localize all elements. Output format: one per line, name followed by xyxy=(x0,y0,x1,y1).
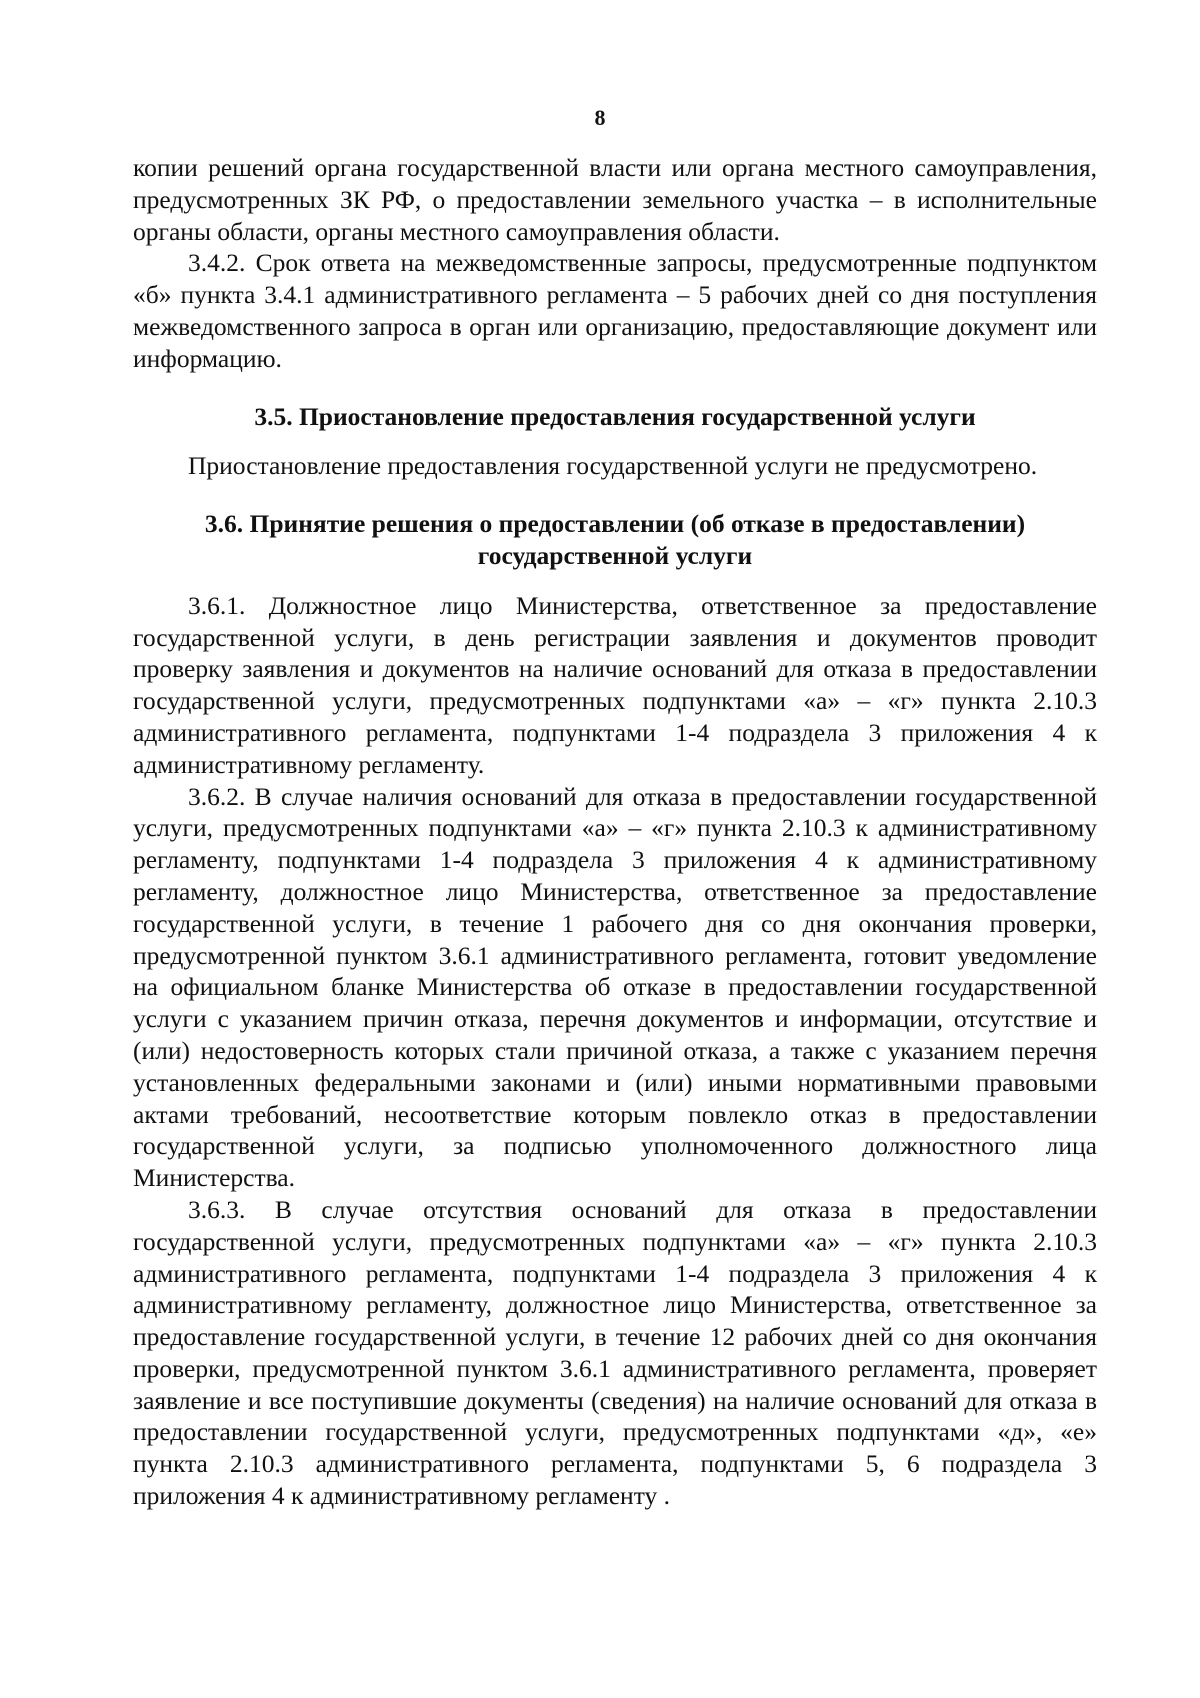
section-heading-3-5: 3.5. Приостановление предоставления государственной услуги xyxy=(254,401,976,431)
section-heading-3-6-line-1: 3.6. Принятие решения о предоставлении (об отказе в предоставлении) xyxy=(204,509,1026,539)
section-heading-3-6-line-2: государственной услуги xyxy=(477,540,753,570)
paragraph-3-6-2: 3.6.2. В случае наличия оснований для отказа в предоставлении государственной услуги, предусмотренных подпунктами «а» – «г» пункта 2.10.3 к административному регламенту, подпунктами 1-4 подраздела 3 приложения 4 к административному регламенту, должностное лицо Министерства, ответственное за предоставление государственной услуги, в течение 1 рабочего дня со дня окончания проверки, предусмотренной пунктом 3.6.1 административного регламента, готовит уведомление на официальном бланке Министерства об отказе в предоставлении государственной услуги с указанием причин отказа, перечня документов и информации, отсутствие и (или) недостоверность которых стали причиной отказа, а также с указанием перечня установленных федеральными законами и (или) иными нормативными правовыми актами требований, несоответствие которым повлекло отказ в предоставлении государственной услуги, за подписью уполномоченного должностного лица Министерства. xyxy=(133,781,1097,1193)
paragraph-3-4-2: 3.4.2. Срок ответа на межведомственные запросы, предусмотренные подпунктом «б» пункта 3.4.1 административного регламента – 5 рабочих дней со дня поступления межведомственного запроса в орган или организацию, предоставляющие документ или информацию. xyxy=(133,248,1097,373)
paragraph-3-6-3: 3.6.3. В случае отсутствия оснований для отказа в предоставлении государственной услуги, предусмотренных подпунктами «а» – «г» пункта 2.10.3 административного регламента, подпунктами 1-4 подраздела 3 приложения 4 к административному регламенту, должностное лицо Министерства, ответственное за предоставление государственной услуги, в течение 12 рабочих дней со дня окончания проверки, предусмотренной пунктом 3.6.1 административного регламента, проверяет заявление и все поступившие документы (сведения) на наличие оснований для отказа в предоставлении государственной услуги, предусмотренных подпунктами «д», «е» пункта 2.10.3 административного регламента, подпунктами 5, 6 подраздела 3 приложения 4 к административному регламенту . xyxy=(133,1194,1097,1511)
paragraph-suspension: Приостановление предоставления государственной услуги не предусмотрено. xyxy=(188,451,1038,481)
paragraph-continuation: копии решений органа государственной власти или органа местного самоуправления, предусмотренных ЗК РФ, о предоставлении земельного участка – в исполнительные органы области, органы местного самоуправления области. xyxy=(133,153,1097,246)
page-number: 8 xyxy=(594,105,606,130)
paragraph-3-6-1: 3.6.1. Должностное лицо Министерства, ответственное за предоставление государственной услуги, в день регистрации заявления и документов проводит проверку заявления и документов на наличие оснований для отказа в предоставлении государственной услуги, предусмотренных подпунктами «а» – «г» пункта 2.10.3 административного регламента, подпунктами 1-4 подраздела 3 приложения 4 к административному регламенту. xyxy=(133,590,1097,779)
document-body xyxy=(133,152,1097,1512)
